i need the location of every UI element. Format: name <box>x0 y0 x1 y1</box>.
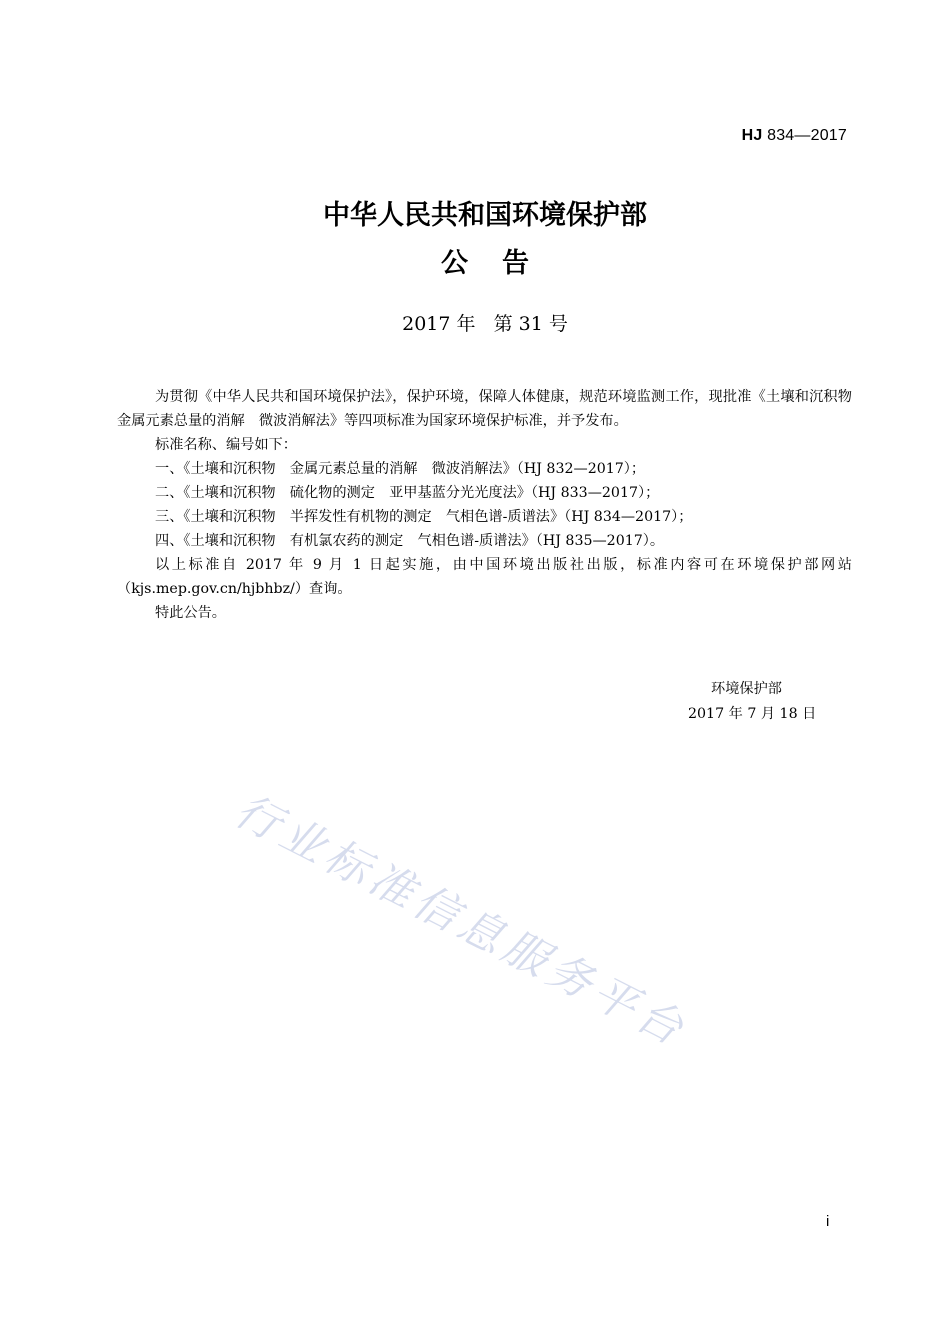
list-item: 四、《土壤和沉积物 有机氯农药的测定 气相色谱-质谱法》（HJ 835—2017）。 <box>155 533 665 549</box>
ministry-title: 中华人民共和国环境保护部 <box>323 200 647 231</box>
intro-paragraph: 为贯彻《中华人民共和国环境保护法》，保护环境，保障人体健康，规范环境监测工作，现批准《土壤和沉积物 金属元素总量的消解 微波消解法》等四项标准为国家环境保护标准，并予发布。 <box>117 389 867 429</box>
announcement-heading: 公告 <box>441 248 563 279</box>
signature-org: 环境保护部 <box>711 681 782 697</box>
closing-line: 特此公告。 <box>155 605 226 621</box>
standard-code-prefix: HJ <box>741 127 763 144</box>
list-heading: 标准名称、编号如下： <box>155 437 297 453</box>
announcement-number: 2017 年 第 31 号 <box>402 313 568 335</box>
list-item: 二、《土壤和沉积物 硫化物的测定 亚甲基蓝分光光度法》（HJ 833—2017）； <box>155 485 660 501</box>
announcement-body <box>117 385 867 625</box>
standard-code-number: 834—2017 <box>762 127 847 144</box>
signature-date: 2017 年 7 月 18 日 <box>688 706 817 722</box>
list-item: 三、《土壤和沉积物 半挥发性有机物的测定 气相色谱-质谱法》（HJ 834—2017）； <box>155 509 693 525</box>
watermark: 行业标准信息服务平台 <box>226 784 696 1058</box>
page-number: i <box>826 1213 830 1230</box>
standard-code <box>742 127 847 145</box>
implementation-paragraph: 以上标准自 2017 年 9 月 1 日起实施，由中国环境出版社出版，标准内容可在环境保护部网站（kjs.mep.gov.cn/hjbhbz/）查询。 <box>117 557 852 597</box>
list-item: 一、《土壤和沉积物 金属元素总量的消解 微波消解法》（HJ 832—2017）； <box>155 461 646 477</box>
